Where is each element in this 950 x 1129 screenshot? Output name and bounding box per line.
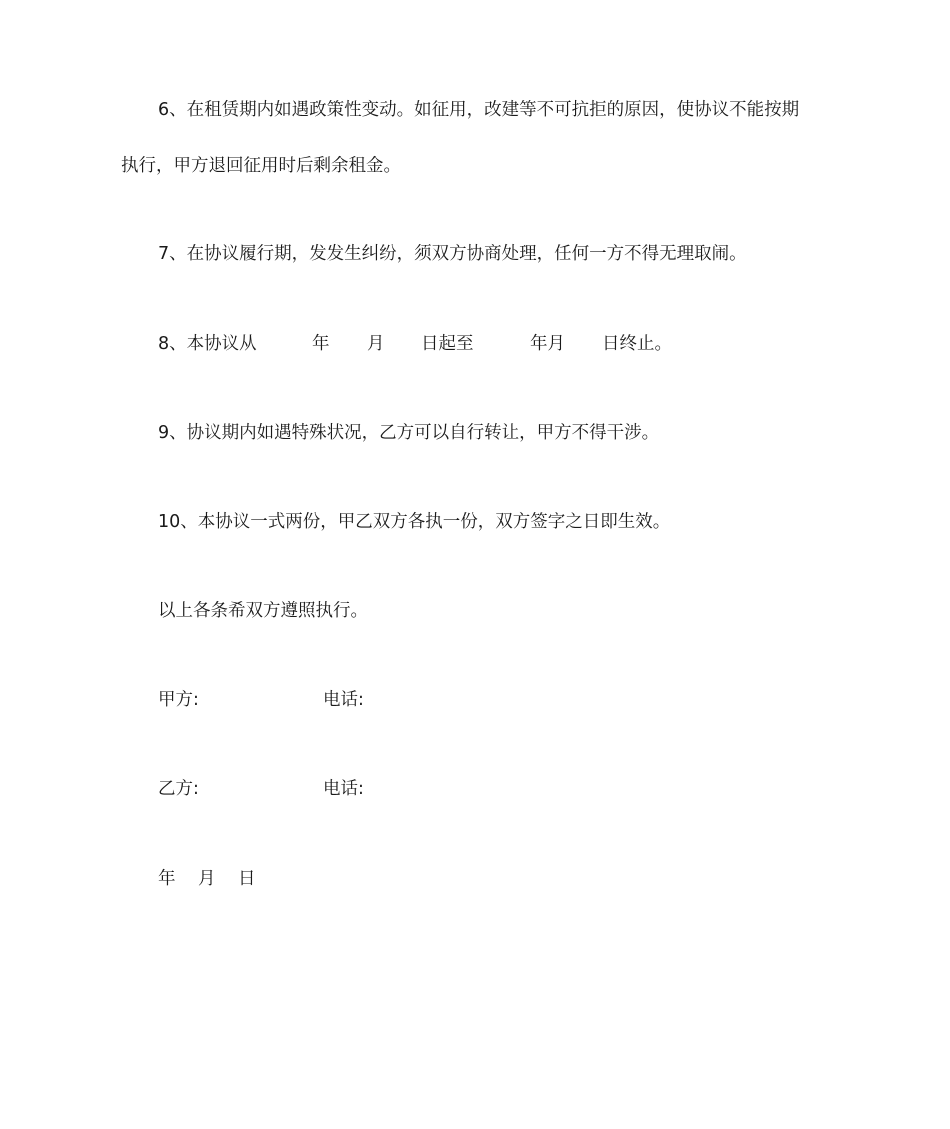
clause-6-line-2: 执行，甲方退回征用时后剩余租金。: [121, 156, 401, 176]
clause-6-line-1: 6、在租赁期内如遇政策性变动。如征用，改建等不可抗拒的原因，使协议不能按期: [158, 100, 800, 120]
clause-8-day-end: 日终止。: [602, 334, 672, 354]
clause-8-day-to: 日起至: [421, 334, 474, 354]
date-month: 月: [198, 869, 216, 889]
date-day: 日: [238, 869, 256, 889]
party-a-label: 甲方:: [158, 690, 199, 710]
closing-statement: 以上各条希双方遵照执行。: [158, 601, 368, 621]
clause-10: 10、本协议一式两份，甲乙双方各执一份，双方签字之日即生效。: [158, 512, 671, 532]
party-a-row: [158, 689, 364, 777]
party-b-label: 乙方:: [158, 779, 199, 799]
clause-8-prefix: 8、本协议从: [158, 334, 257, 354]
party-a-phone-label: 电话:: [323, 690, 364, 710]
clause-8-year-month-2: 年月: [530, 334, 565, 354]
signature-date-row: [158, 868, 256, 978]
clause-7: 7、在协议履行期，发发生纠纷，须双方协商处理，任何一方不得无理取闹。: [158, 244, 747, 264]
clause-8-year-1: 年: [312, 334, 330, 354]
clause-8-month-1: 月: [367, 334, 385, 354]
date-year: 年: [158, 869, 176, 889]
party-b-row: [158, 778, 364, 866]
party-b-phone-label: 电话:: [323, 779, 364, 799]
clause-9: 9、协议期内如遇特殊状况，乙方可以自行转让，甲方不得干涉。: [158, 423, 660, 443]
